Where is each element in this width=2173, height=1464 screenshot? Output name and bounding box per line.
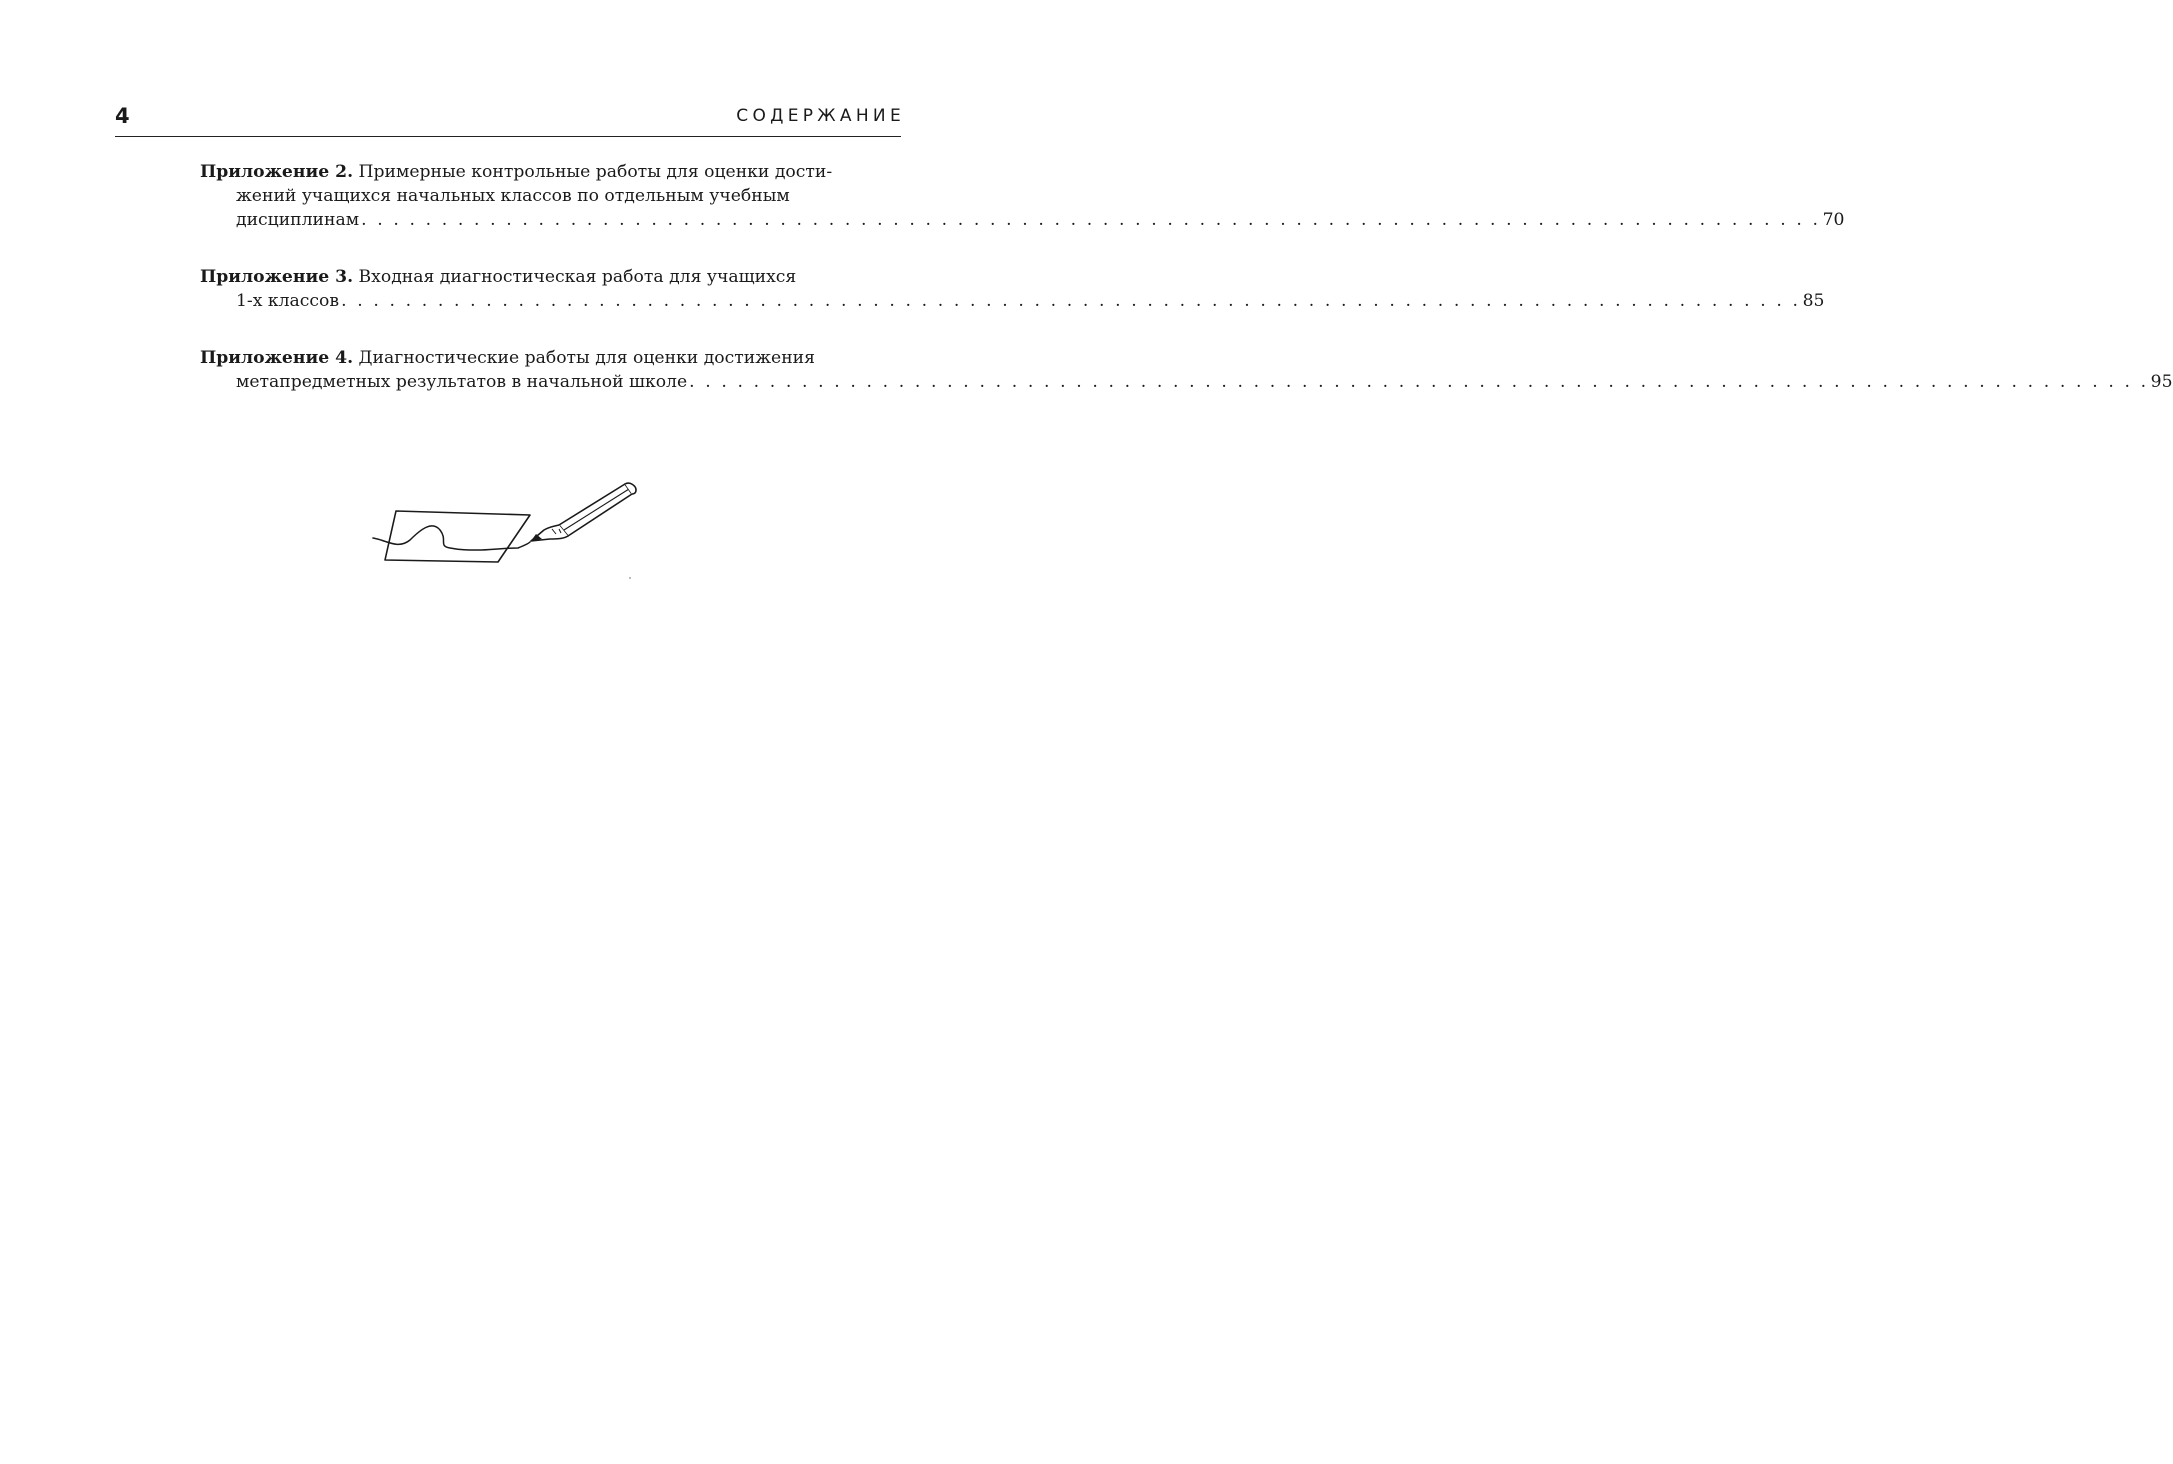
toc-entry-text: Входная диагностическая работа для учащихся bbox=[358, 267, 797, 287]
toc-entry-appendix-2[interactable] bbox=[200, 160, 1845, 232]
toc-page-number: 85 bbox=[1802, 291, 1825, 311]
toc-entry-label: Приложение 3. bbox=[200, 267, 354, 287]
toc-entry-label: Приложение 2. bbox=[200, 162, 354, 182]
page-number: 4 bbox=[115, 104, 130, 128]
running-header bbox=[115, 100, 905, 137]
toc-page-number: 95 bbox=[2150, 372, 2173, 392]
toc-entry-text: 1-х классов bbox=[236, 291, 340, 311]
dot-leader: . . . . . . . . . . . . . . . . . . . . . . . . . . . . . . . . . . . . . . . . . . . . . . . . . . . . . . . . . . . . . . . . . . . . . . . . . . . . . . . . . . . . . . . . . . . bbox=[361, 210, 1821, 230]
toc-entry-text: Примерные контрольные работы для оценки дости- bbox=[358, 162, 833, 182]
running-title: СОДЕРЖАНИЕ bbox=[736, 106, 905, 126]
toc-entry-text: дисциплинам bbox=[236, 210, 360, 230]
dot-leader: . . . . . . . . . . . . . . . . . . . . . . . . . . . . . . . . . . . . . . . . . . . . . . . . . . . . . . . . . . . . . . . . . . . . . . . . . . . . . . . . . . . . . . . . . . . bbox=[689, 372, 2149, 392]
toc-entry-appendix-3[interactable] bbox=[200, 265, 1825, 313]
dot-leader: . . . . . . . . . . . . . . . . . . . . . . . . . . . . . . . . . . . . . . . . . . . . . . . . . . . . . . . . . . . . . . . . . . . . . . . . . . . . . . . . . . . . . . . . . . . bbox=[341, 291, 1801, 311]
toc-entry-text: Диагностические работы для оценки достижения bbox=[358, 348, 815, 368]
toc-entry-text: жений учащихся начальных классов по отдельным учебным bbox=[236, 186, 790, 206]
toc-entry-label: Приложение 4. bbox=[200, 348, 354, 368]
table-of-contents bbox=[200, 160, 2173, 427]
toc-page-number: 70 bbox=[1822, 210, 1845, 230]
toc-entry-text: метапредметных результатов в начальной школе bbox=[236, 372, 688, 392]
pencil-writing-on-paper-icon bbox=[368, 478, 648, 588]
toc-entry-appendix-4[interactable] bbox=[200, 346, 2173, 394]
